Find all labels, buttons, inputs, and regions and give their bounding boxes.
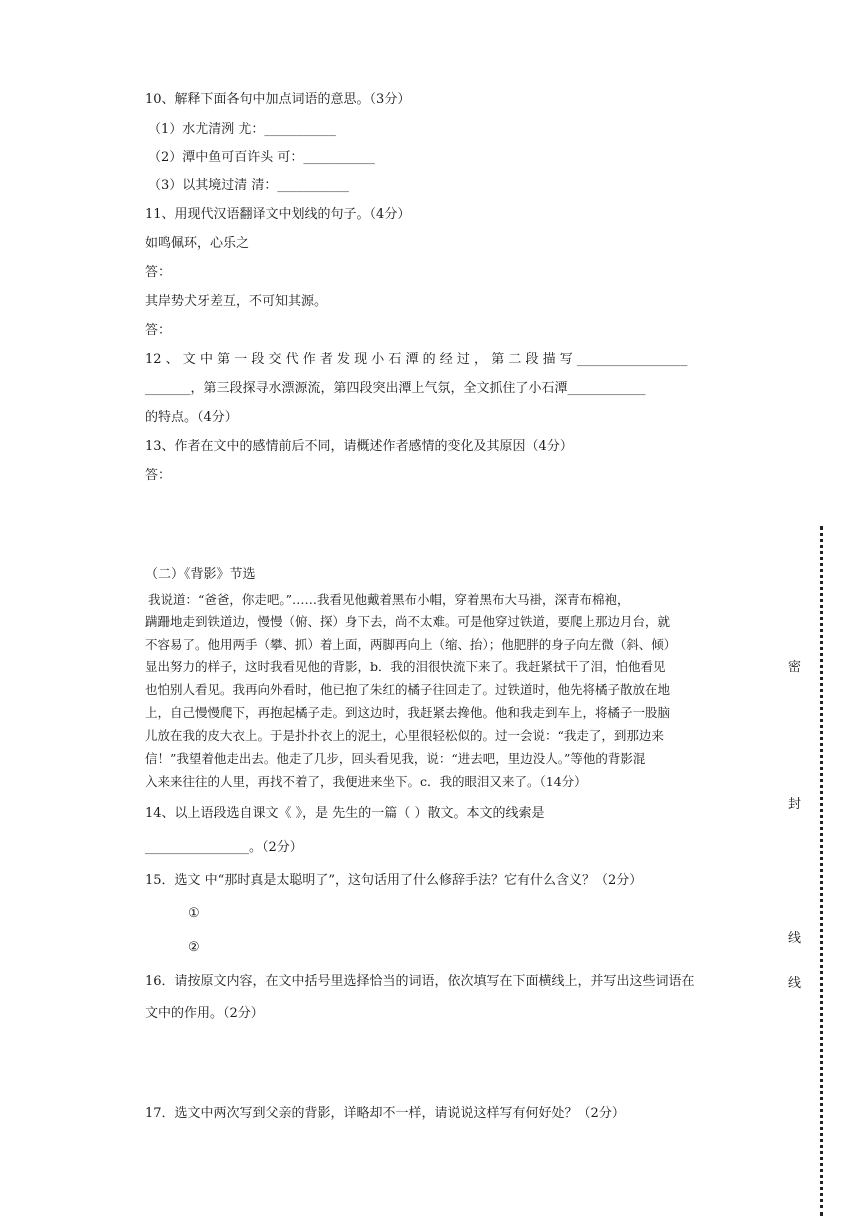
binding-label-xian-1: 线 bbox=[788, 931, 802, 946]
q10-item-2: （2）潭中鱼可百许头 可：___________ bbox=[148, 150, 375, 165]
binding-label-feng: 封 bbox=[788, 797, 802, 812]
binding-label-xian-2: 线 bbox=[788, 976, 802, 991]
section2-heading: （二）《背影》节选 bbox=[145, 567, 256, 582]
q15-mark-2: ② bbox=[188, 940, 200, 955]
passage-line-7: 儿放在我的皮大衣上。于是扑扑衣上的泥土，心里很轻松似的。过一会说：“我走了，到那边来 bbox=[145, 728, 664, 743]
q11-answer-2: 答： bbox=[145, 323, 172, 338]
q11-stem: 11、用现代汉语翻译文中划线的句子。（4分） bbox=[145, 207, 411, 222]
q14-line-2: ________________。（2分） bbox=[145, 840, 303, 855]
passage-line-6: 上，自己慢慢爬下，再抱起橘子走。到这边时，我赶紧去搀他。他和我走到车上，将橘子一股脑 bbox=[145, 705, 671, 720]
q13-answer: 答： bbox=[145, 468, 172, 483]
q11-answer-1: 答： bbox=[145, 265, 172, 280]
passage-line-9: 入来来往往的人里，再找不着了，我便进来坐下。c．我的眼泪又来了。（14分） bbox=[145, 774, 587, 789]
q16-line-2: 文中的作用。（2分） bbox=[145, 1006, 264, 1021]
q15-stem: 15．选文 中“那时真是太聪明了”，这句话用了什么修辞手法？它有什么含义？（2分） bbox=[145, 873, 643, 888]
q13-stem: 13、作者在文中的感情前后不同，请概述作者感情的变化及其原因（4分） bbox=[145, 439, 573, 454]
passage-line-4: 显出努力的样子，这时我看见他的背影，b．我的泪很快流下来了。我赶紧拭干了泪，怕他看见 bbox=[145, 659, 666, 674]
margin-mask bbox=[778, 586, 808, 796]
q15-mark-1: ① bbox=[188, 906, 200, 921]
passage-line-1: 我说道：“爸爸，你走吧。”……我看见他戴着黑布小帽，穿着黑布大马褂，深青布棉袍， bbox=[148, 592, 630, 607]
q10-stem: 10、解释下面各句中加点词语的意思。（3分） bbox=[145, 92, 411, 107]
passage-line-3: 不容易了。他用两手（攀、抓）着上面，两脚再向上（缩、抬）；他肥胖的身子向左微（斜、倾） bbox=[145, 637, 677, 652]
q10-item-3: （3）以其境过清 清：___________ bbox=[148, 178, 349, 193]
q11-sentence-1: 如鸣佩环，心乐之 bbox=[145, 236, 250, 251]
q17-stem: 17．选文中两次写到父亲的背影，详略却不一样，请说说这样写有何好处？（2分） bbox=[145, 1106, 625, 1121]
q10-item-1: （1）水尤清洌 尤：___________ bbox=[148, 122, 336, 137]
passage-line-8: 信！”我望着他走出去。他走了几步，回头看见我，说：“进去吧，里边没人。”等他的背影混 bbox=[145, 751, 646, 766]
q12-line-3: 的特点。（4分） bbox=[145, 410, 238, 425]
passage-line-5: 也怕别人看见。我再向外看时，他已抱了朱红的橘子往回走了。过铁道时，他先将橘子散放在地 bbox=[145, 682, 671, 697]
binding-label-mi: 密 bbox=[788, 660, 802, 675]
q14-line-1: 14、以上语段选自课文《 》，是 先生的一篇（ ）散文。本文的线索是 bbox=[145, 806, 545, 821]
q11-sentence-2: 其岸势犬牙差互，不可知其源。 bbox=[145, 294, 328, 309]
binding-dotted-line bbox=[820, 526, 823, 1216]
q12-line-2: _______，第三段探寻水漂源流，第四段突出潭上气氛，全文抓住了小石潭____________ bbox=[145, 381, 646, 396]
q16-line-1: 16．请按原文内容，在文中括号里选择恰当的词语，依次填写在下面横线上，并写出这些词语在 bbox=[145, 974, 695, 989]
passage-line-2: 蹒跚地走到铁道边，慢慢（俯、探）身下去，尚不太难。可是他穿过铁道，要爬上那边月台，就 bbox=[145, 614, 671, 629]
q12-line-1: 12 、 文 中 第 一 段 交 代 作 者 发 现 小 石 潭 的 经 过 ， 第 二 段 描 写 _________________ bbox=[145, 352, 688, 367]
